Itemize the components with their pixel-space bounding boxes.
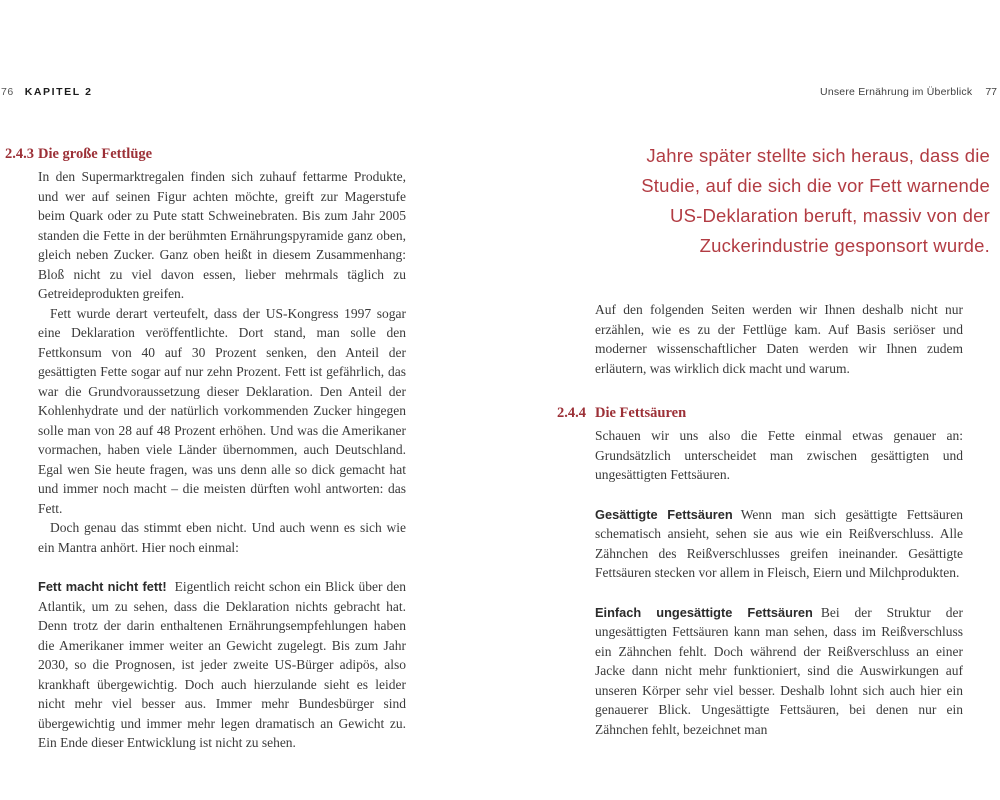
run-in-heading: Fett macht nicht fett! — [38, 579, 167, 594]
pull-quote-line: Jahre später stellte sich heraus, dass die — [646, 145, 990, 166]
run-in-heading: Einfach ungesättigte Fettsäuren — [595, 604, 813, 620]
body-paragraph: Fett wurde derart verteufelt, dass der US-Kongress 1997 sogar eine Deklaration veröffentlichte. Dort stand, man solle den Fettkonsum von 40 auf 30 Prozent senken, den Anteil der gesättigten Fette sogar auf nur zehn Prozent. Fett ist gefährlich, das war die Grundvoraussetzung dieser Deklaration. Den Anteil der Kohlenhydrate und der natürlich vorkommenden Zucker hingegen solle man von 28 auf 48 Prozent erhöhen. Und was die Amerikaner vormachen, haben viele Länder übernommen, auch Deutschland. Egal wen Sie heute fragen, was uns denn alle so dick gemacht hat und immer noch macht – die meisten dürften wohl antworten: das Fett. — [38, 305, 406, 516]
body-paragraph-with-lead — [595, 505, 963, 583]
right-page-column — [557, 300, 964, 739]
pull-quote-line: Zuckerindustrie gesponsort wurde. — [699, 235, 990, 256]
pull-quote — [560, 141, 990, 261]
pull-quote-line: US-Deklaration beruft, massiv von der — [670, 205, 990, 226]
section-heading-2-4-3 — [5, 146, 406, 163]
left-page-number: 76 — [1, 86, 14, 98]
body-paragraph: Auf den folgenden Seiten werden wir Ihnen deshalb nicht nur erzählen, wie es zu der Fettlüge kam. Auf Basis seriöser und moderner wissenschaftlicher Daten werden wir Ihnen zudem erläutern, was wirklich dick macht und warum. — [595, 302, 963, 376]
section-heading-2-4-4 — [557, 405, 963, 422]
left-running-header — [1, 86, 93, 98]
left-running-title: KAPITEL 2 — [24, 86, 93, 98]
paragraph-text: Wenn man sich gesättigte Fettsäuren schematisch ansieht, sehen sie aus wie ein Reißverschluss. Alle Zähnchen des Reißverschlusses greifen ineinander. Gesättigte Fettsäuren stecken vor allem in Fleisch, Eiern und Milchprodukten. — [595, 506, 964, 580]
paragraph-text: Bei der Struktur der ungesättigten Fettsäuren kann man sehen, dass im Reißverschluss ein Zähnchen fehlt. Doch während der Reißverschluss an einer Jacke dann nicht mehr funktioniert, sind die Auswirkungen auf unseren Körper sehr viel besser. Deshalb lohnt sich auch hier ein genauerer Blick. Ungesättigte Fettsäuren, bei denen nur ein Zähnchen fehlt, bezeichnet man — [595, 604, 963, 737]
section-title: Die große Fettlüge — [38, 146, 153, 162]
body-paragraph: Doch genau das stimmt eben nicht. Und auch wenn es sich wie ein Mantra anhört. Hier noch einmal: — [38, 520, 406, 555]
pull-quote-line: Studie, auf die sich die vor Fett warnende — [641, 175, 990, 196]
section-number: 2.4.4 — [557, 405, 586, 421]
section-title: Die Fettsäuren — [595, 405, 687, 421]
body-paragraph-with-lead — [38, 577, 406, 753]
paragraph-text: Eigentlich reicht schon ein Blick über den Atlantik, um zu sehen, dass die Deklaration nichts gebracht hat. Denn trotz der darin enthaltenen Ernährungsempfehlungen haben die Amerikaner immer weiter an Gewicht zugelegt. Bis zum Jahr 2030, so die Prognosen, ist jeder zweite US-Bürger adipös, also krankhaft übergewichtig. Doch auch hierzulande sieht es leider nicht mehr viel besser aus. Immer mehr Bundesbürger sind übergewichtig und immer mehr legen dramatisch an Gewicht zu. Ein Ende dieser Entwicklung ist nicht zu sehen. — [38, 579, 406, 750]
run-in-heading: Gesättigte Fettsäuren — [595, 506, 733, 522]
body-paragraph-with-lead — [595, 603, 963, 740]
body-paragraph: Schauen wir uns also die Fette einmal etwas genauer an: Grundsätzlich unterscheidet man zwischen gesättigten und ungesättigten Fettsäuren. — [595, 428, 963, 482]
body-paragraph: In den Supermarktregalen finden sich zuhauf fettarme Produkte, und wer auf seinen Figur achten möchte, greift zur Magerstufe beim Quark oder zu Pute statt Schweinebraten. Bis zum Jahr 2005 standen die Fette in der berühmten Ernährungspyramide ganz oben, gleich neben Zucker. Ganz oben heißt in diesem Zusammenhang: Bloß nicht zu viel davon essen, lieber mehrmals täglich zu Getreideprodukten greifen. — [38, 169, 406, 301]
right-running-title: Unsere Ernährung im Überblick — [820, 86, 973, 98]
right-running-header — [820, 86, 997, 98]
section-number: 2.4.3 — [5, 146, 34, 162]
left-page-column — [5, 146, 406, 753]
right-page-number: 77 — [985, 86, 997, 98]
